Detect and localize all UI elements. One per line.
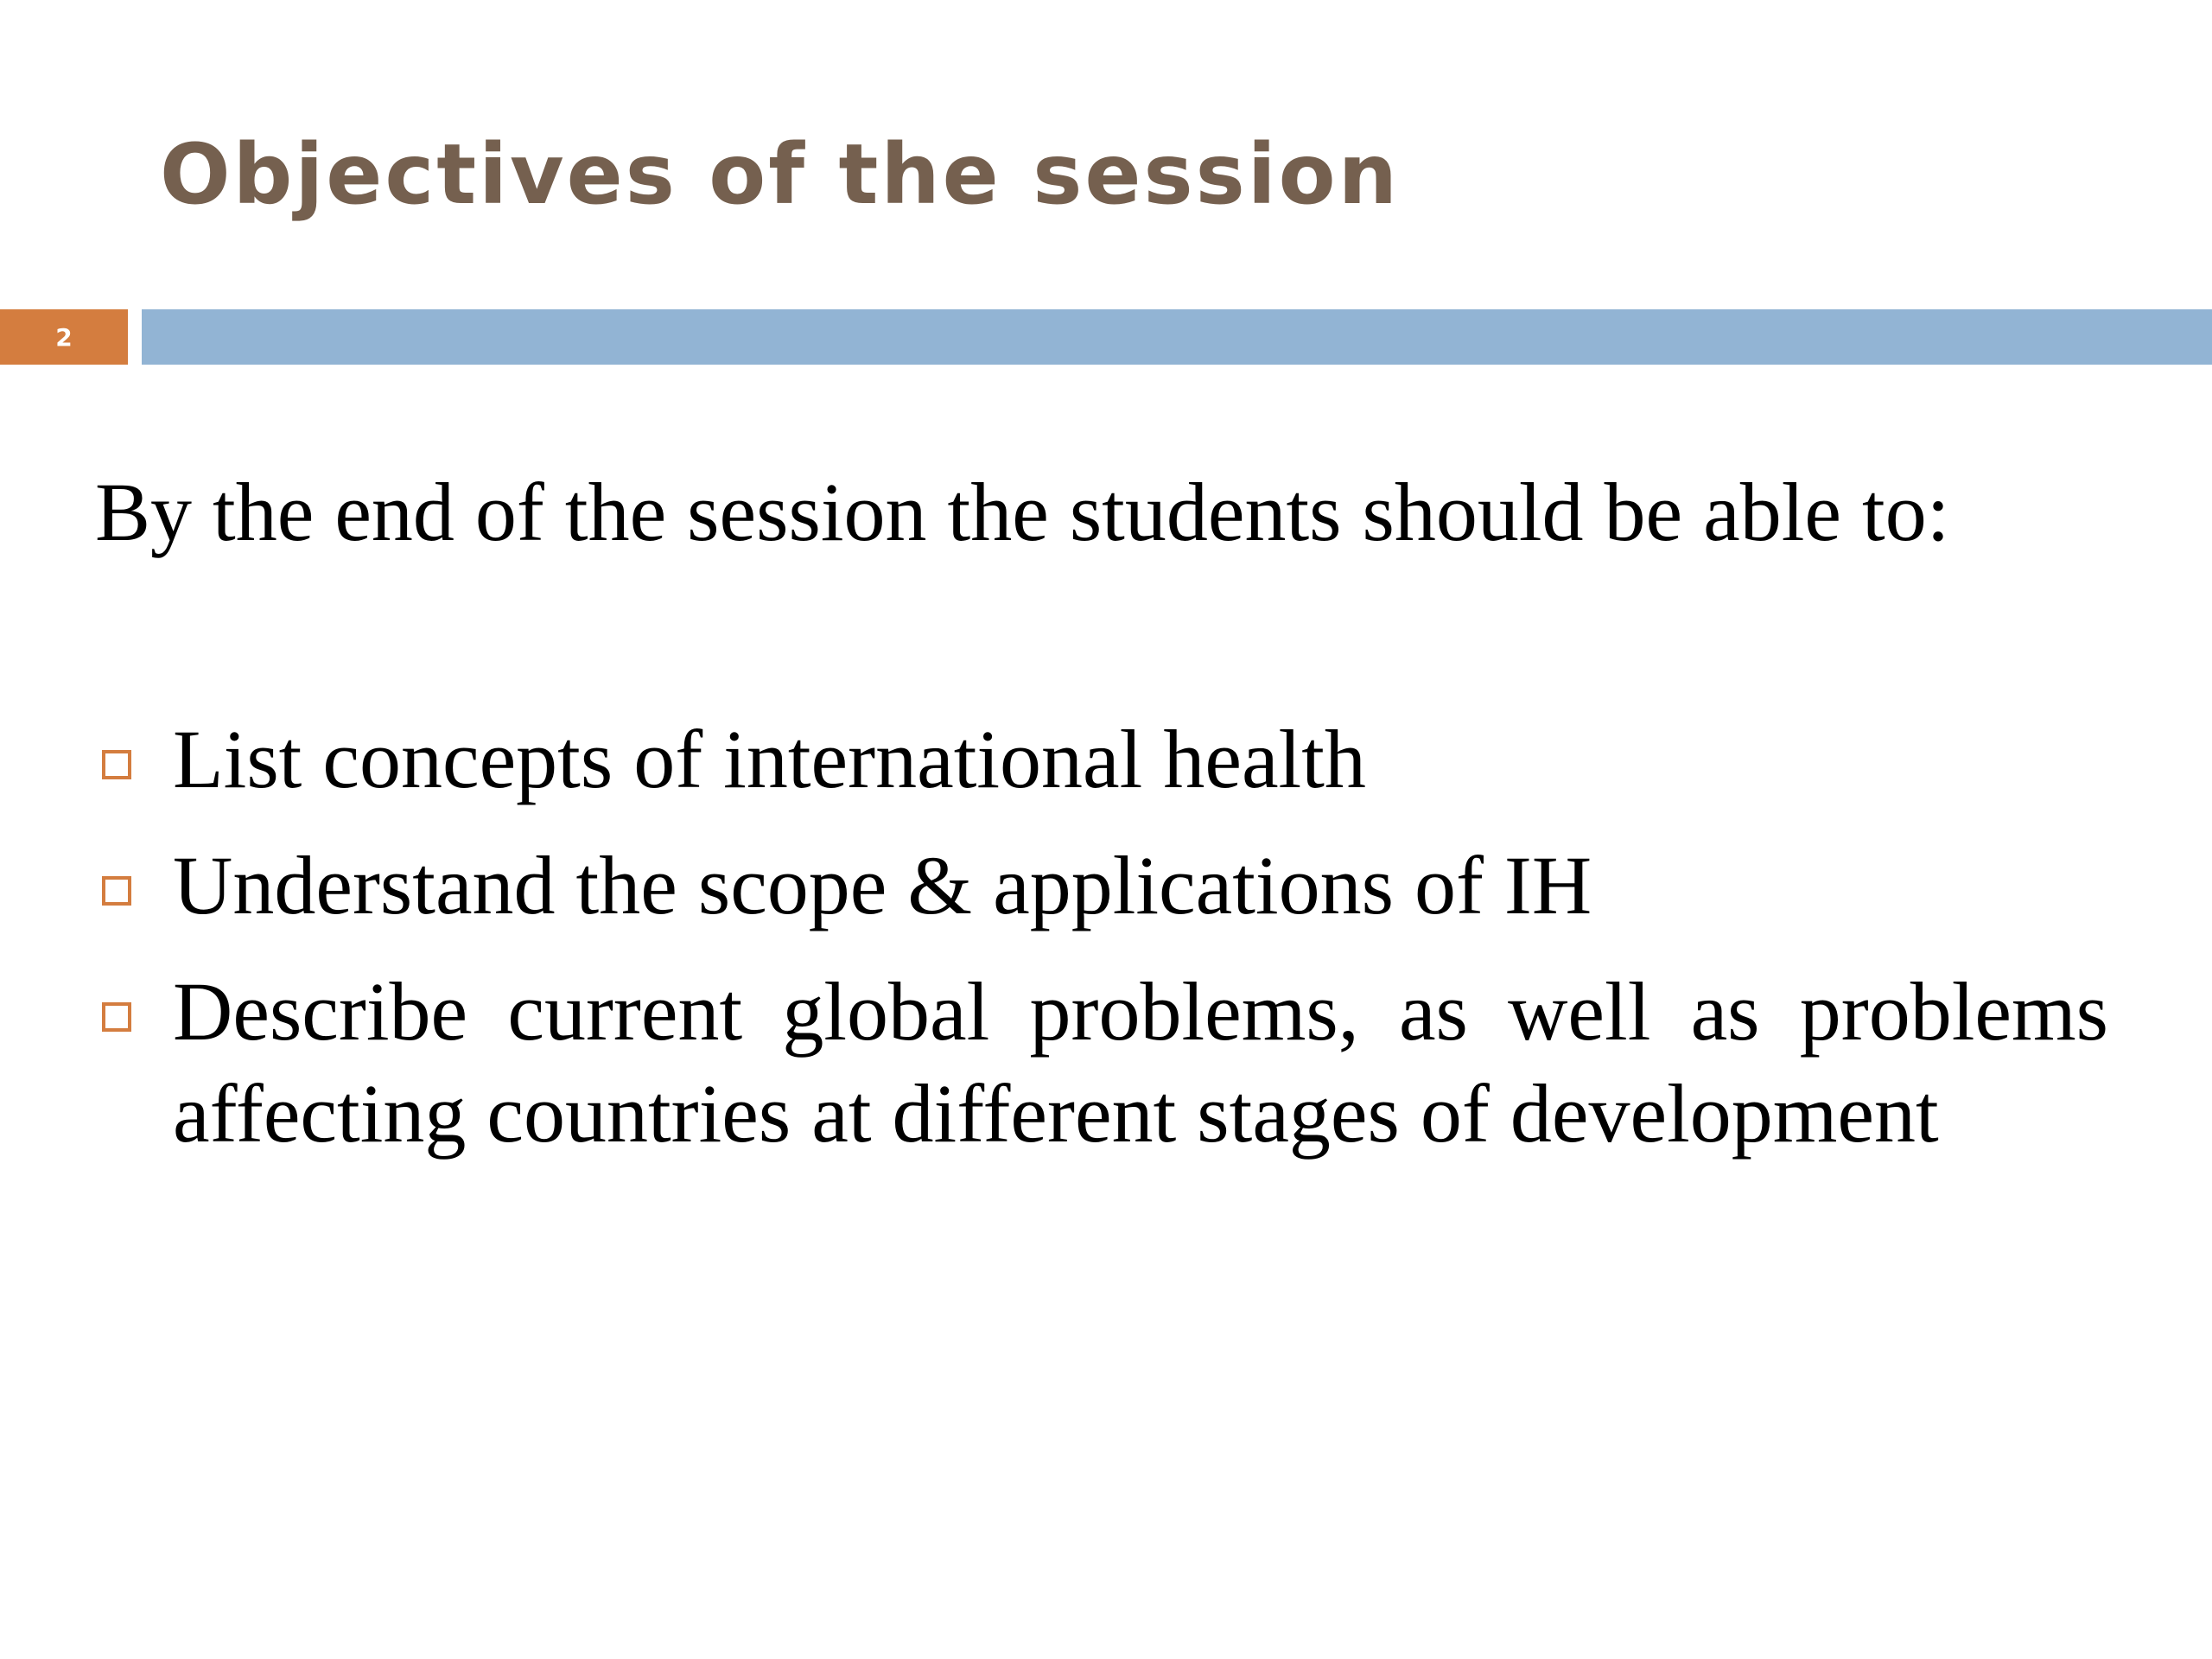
- slide-number-badge: [0, 309, 128, 365]
- list-item-text: List concepts of international health: [173, 713, 1366, 805]
- square-bullet-icon: [102, 876, 131, 906]
- list-item: [95, 961, 2108, 1165]
- title-divider-bar: [142, 309, 2212, 365]
- list-item: [95, 709, 2108, 810]
- list-item-text: Describe current global problems, as well as problems affecting countries at different stages of development: [173, 965, 2108, 1160]
- objectives-list: [95, 709, 2108, 1189]
- list-item: [95, 835, 2108, 937]
- intro-text: By the end of the session the students should be able to:: [95, 466, 1950, 558]
- slide-title: Objectives of the session: [160, 126, 1400, 223]
- square-bullet-icon: [102, 750, 131, 779]
- list-item-text: Understand the scope & applications of IH: [173, 839, 1592, 931]
- square-bullet-icon: [102, 1002, 131, 1032]
- slide-number: 2: [55, 322, 73, 352]
